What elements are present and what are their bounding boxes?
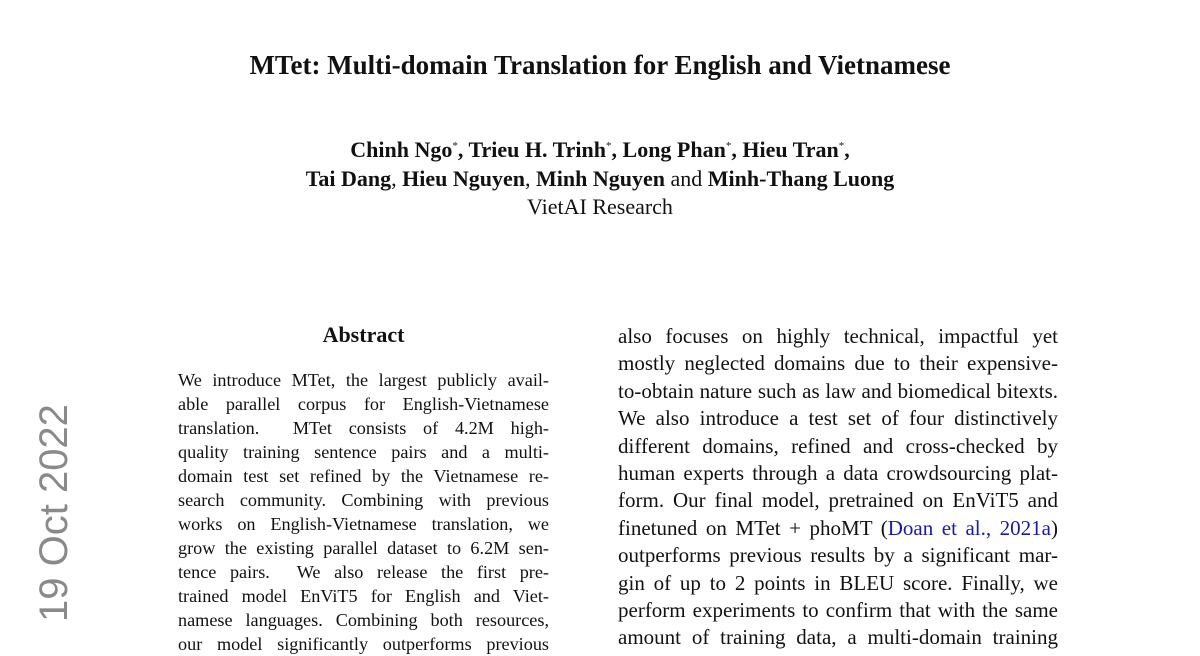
abstract-line: trained model EnViT5 for English and Viet- — [178, 586, 549, 606]
citation-prefix: finetuned on MTet + phoMT ( — [618, 515, 888, 540]
abstract-line: our model significantly outperforms previous — [178, 634, 549, 654]
author-line-1 — [0, 136, 1200, 165]
abstract-line: tence pairs. We also release the first pre- — [178, 562, 549, 582]
body-line: form. Our final model, pretrained on EnViT5 and — [618, 488, 1058, 513]
body-line: outperforms previous results by a significant mar- — [618, 543, 1058, 568]
body-line: gin of up to 2 points in BLEU score. Finally, we — [618, 570, 1058, 595]
author-name: Minh Nguyen — [536, 165, 665, 191]
body-line: also focuses on highly technical, impactful yet — [618, 324, 1058, 348]
author-name: Hieu Tran — [742, 137, 839, 162]
author-name: Trieu H. Trinh — [468, 137, 607, 162]
body-line: human experts through a data crowdsourcing plat- — [618, 461, 1058, 486]
body-line: perform experiments to confirm that with the same — [618, 598, 1058, 623]
abstract-line: namese languages. Combining both resources, — [178, 610, 549, 630]
citation-link[interactable]: Doan et al., 2021a — [887, 515, 1051, 540]
author-name: Long Phan — [622, 137, 726, 162]
author-separator: and — [665, 165, 708, 191]
abstract-line: grow the existing parallel dataset to 6.2M sen- — [178, 538, 549, 558]
abstract-line: translation. MTet consists of 4.2M high- — [178, 418, 549, 438]
body-line: different domains, refined and cross-checked by — [618, 433, 1058, 458]
author-separator: , — [731, 137, 743, 162]
author-separator: , — [611, 137, 623, 162]
abstract-heading: Abstract — [322, 322, 405, 347]
author-name: Hieu Nguyen — [402, 165, 526, 191]
citation-suffix: ) — [1051, 515, 1058, 540]
author-separator: , — [391, 165, 403, 191]
abstract-line: quality training sentence pairs and a multi- — [178, 442, 549, 462]
body-line: We also introduce a test set of four distinctively — [618, 406, 1058, 431]
author-line-2 — [0, 165, 1200, 194]
body-line-with-citation — [618, 515, 1058, 542]
equal-contribution-mark: * — [838, 140, 845, 152]
author-separator: , — [844, 137, 850, 162]
equal-contribution-mark: * — [606, 140, 612, 152]
author-name: Minh-Thang Luong — [707, 165, 895, 191]
abstract-line: able parallel corpus for English-Vietnamese — [178, 394, 549, 414]
paper-title: MTet: Multi-domain Translation for English and Vietnamese — [249, 50, 951, 80]
body-text-column — [618, 323, 1058, 652]
author-name: Tai Dang — [305, 165, 392, 191]
abstract-line: domain test set refined by the Vietnamese re- — [178, 466, 549, 486]
abstract-body — [178, 368, 549, 656]
abstract-line: works on English-Vietnamese translation, we — [178, 514, 549, 534]
author-name: Chinh Ngo — [350, 137, 453, 162]
abstract-line: We introduce MTet, the largest publicly avail- — [178, 370, 549, 390]
body-line: to-obtain nature such as law and biomedical bitexts. — [618, 378, 1058, 403]
author-block — [0, 136, 1200, 222]
author-separator: , — [457, 137, 469, 162]
abstract-line: search community. Combining with previous — [178, 490, 549, 510]
body-line: amount of training data, a multi-domain training — [618, 625, 1058, 650]
arxiv-date-stamp: 19 Oct 2022 — [32, 404, 76, 622]
equal-contribution-mark: * — [725, 140, 732, 152]
equal-contribution-mark: * — [452, 140, 458, 152]
body-line: mostly neglected domains due to their expensive- — [618, 351, 1058, 376]
author-separator: , — [525, 165, 537, 191]
affiliation: VietAI Research — [527, 194, 673, 219]
